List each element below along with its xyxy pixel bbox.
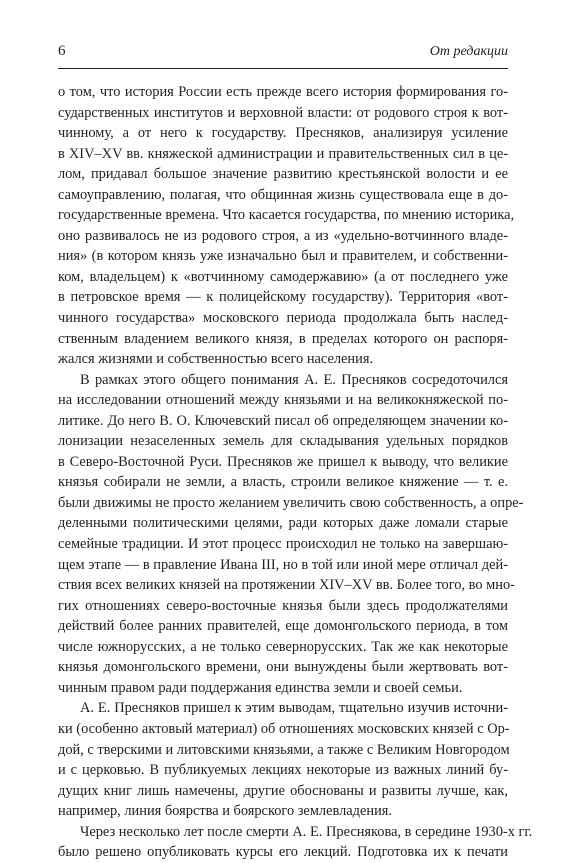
- text-line: оно развивалось не из родового строя, а из «удельно-вотчинного владе-: [58, 227, 508, 244]
- text-line: самоуправлению, полагая, что общинная жизнь существовала еще в до-: [58, 186, 508, 203]
- text-line: сударственных институтов и верховной власти: от родового строя к вот-: [58, 104, 508, 121]
- text-line: например, линия боярства и боярского землевладения.: [58, 803, 392, 820]
- text-line: А. Е. Пресняков пришел к этим выводам, тщательно изучив источни-: [80, 700, 508, 717]
- paragraph: [58, 370, 524, 699]
- text-line: ком, владельцем) к «вотчинному самодержавию» (а от последнего уже: [58, 268, 508, 285]
- text-line: деленными политическими целями, ради которых даже ломали старые: [58, 515, 508, 532]
- text-line: ственным владением великого князя, в пределах которого он распоря-: [58, 330, 508, 347]
- text-line: государственные времена. Что касается государства, по мнению историка,: [58, 207, 515, 224]
- text-line: лонизации незаселенных земель для складывания удельных порядков: [58, 433, 508, 450]
- text-line: литике. До него В. О. Ключевский писал об определяющем значении ко-: [58, 412, 508, 429]
- text-line: семейные традиции. И этот процесс происходил не только на завершаю-: [58, 536, 508, 553]
- text-line: и с церковью. В публикуемых лекциях некоторые из важных линий бу-: [58, 762, 508, 779]
- paragraph: [58, 698, 508, 821]
- text-line: на исследовании отношений между князьями и на великокняжеской по-: [58, 392, 508, 409]
- text-line: о том, что история России есть прежде всего история формирования го-: [58, 84, 508, 100]
- header-rule: [58, 68, 508, 69]
- text-line: в петровское время — к полицейскому государству). Территория «вот-: [58, 289, 508, 306]
- text-line: лом, придавал большое значение развитию крестьянской волости и ее: [58, 166, 508, 183]
- text-line: В рамках этого общего понимания А. Е. Пресняков сосредоточился: [80, 371, 508, 388]
- text-line: в XIV–XV вв. княжеской администрации и правительственных сил в це-: [58, 145, 508, 162]
- text-line: Через несколько лет после смерти А. Е. Преснякова, в середине 1930-х гг.: [80, 823, 533, 840]
- text-line: князья домонгольского времени, они вынуждены были жертвовать вот-: [58, 659, 508, 676]
- text-line: были движимы не просто желанием увеличить свою собственность, а опре-: [58, 494, 524, 511]
- text-line: ния» (в котором князь уже изначально был и правителем, и собственни-: [58, 248, 508, 265]
- text-line: гих отношениях северо-восточные князья были здесь продолжателями: [58, 597, 508, 614]
- text-line: действий более ранних правителей, еще домонгольского периода, в том: [58, 618, 508, 635]
- text-line: в Северо-Восточной Руси. Пресняков же пришел к выводу, что великие: [58, 453, 508, 470]
- text-line: жался жизнями и собственностью всего населения.: [58, 351, 374, 368]
- text-line: чинным правом ради поддержания единства земли и своей семьи.: [58, 679, 463, 696]
- text-line: было решено опубликовать курсы его лекций. Подготовка их к печати: [58, 844, 508, 861]
- text-line: ствия всех великих князей на протяжении XIV–XV вв. Более того, во мно-: [58, 577, 515, 594]
- text-line: дой, с тверскими и литовскими князьями, а также с Великим Новгородом: [58, 741, 510, 758]
- text-line: щем этапе — в правление Ивана III, но в той или иной мере отличал дей-: [58, 556, 508, 573]
- page-header: [58, 39, 508, 65]
- text-line: дущих книг лишь намечены, другие обоснованы и развиты лучше, как,: [58, 782, 508, 799]
- paragraph: [58, 82, 515, 370]
- text-line: чинному, а от него к государству. Пресняков, анализируя усиление: [58, 125, 508, 142]
- text-line: чинного государства» московского периода продолжала быть наслед-: [58, 310, 508, 327]
- text-line: князья собирали не земли, а власть, строили великое княжение — т. е.: [58, 474, 508, 491]
- paragraph: [58, 822, 533, 863]
- body-text: [58, 82, 533, 863]
- page-number: 6: [58, 43, 66, 59]
- running-title: От редакции: [429, 44, 508, 59]
- text-line: числе южнорусских, а не только севернорусских. Так же как некоторые: [58, 638, 508, 655]
- text-line: ки (особенно актовый материал) об отношениях московских князей с Ор-: [58, 720, 510, 737]
